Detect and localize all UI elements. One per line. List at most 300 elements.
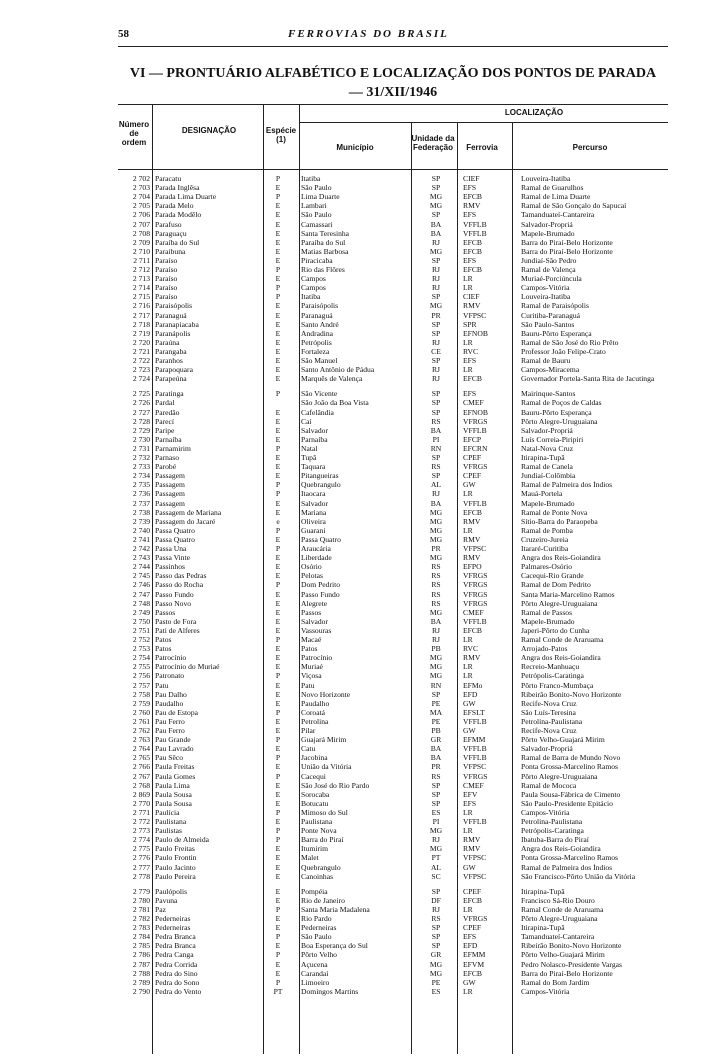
row-number: 2 732 — [132, 454, 150, 462]
table-row — [118, 293, 668, 302]
row-municipality: Alegrete — [301, 599, 328, 608]
row-designation: Passa Vinte — [155, 554, 191, 563]
row-municipality: Novo Horizonte — [301, 690, 351, 699]
row-railway: LR — [463, 663, 473, 672]
row-number: 2 713 — [132, 275, 150, 284]
row-municipality: São José do Rio Pardo — [301, 781, 370, 790]
row-species: P — [275, 266, 281, 274]
table-row — [118, 933, 668, 942]
row-route: Muriaé-Porciúncula — [521, 275, 582, 284]
row-number: 2 767 — [132, 772, 150, 781]
row-municipality: Cafelândia — [301, 408, 334, 417]
row-municipality: Sorocaba — [301, 790, 330, 799]
row-species: E — [275, 863, 281, 872]
row-municipality: Marquês de Valença — [301, 375, 363, 384]
row-number: 2 742 — [132, 545, 150, 553]
table-row — [118, 672, 668, 681]
row-state: MG — [429, 654, 443, 663]
table-row — [118, 627, 668, 636]
row-designation: Paula Gomes — [155, 772, 196, 781]
row-species: E — [275, 417, 281, 426]
row-route: Ramal Conde de Araruama — [521, 905, 604, 914]
row-species: E — [275, 338, 281, 347]
row-state: RJ — [431, 636, 441, 644]
row-route: Bauru-Pôrto Esperança — [521, 329, 592, 338]
row-designation: Pau Grande — [155, 736, 191, 745]
row-designation: Passagem — [155, 481, 185, 490]
row-route: Angra dos Reis-Goiandira — [521, 654, 601, 663]
row-state: MG — [429, 608, 443, 617]
row-state: SP — [431, 887, 441, 896]
row-route: Ramal de Paraisópolis — [521, 302, 589, 311]
row-number: 2 730 — [132, 435, 150, 444]
row-municipality: Matias Barbosa — [301, 247, 349, 256]
table-row — [118, 864, 668, 873]
row-designation: Paula Freitas — [155, 763, 195, 772]
row-railway: LR — [463, 284, 473, 293]
row-species: P — [275, 293, 281, 302]
row-state: PR — [431, 763, 441, 772]
row-railway: CIEF — [463, 175, 480, 183]
row-number: 2 718 — [132, 320, 150, 329]
row-designation: Paulícia — [155, 808, 180, 817]
row-municipality: Caí — [301, 417, 312, 426]
row-municipality: Coroatá — [301, 708, 326, 717]
row-number: 2 752 — [132, 636, 150, 644]
table-row — [118, 409, 668, 418]
row-railway: EFSLT — [463, 708, 485, 717]
row-designation: Passagem do Jacaré — [155, 517, 216, 526]
row-number: 2 869 — [132, 790, 150, 799]
table-row — [118, 518, 668, 527]
row-species: E — [275, 408, 281, 417]
row-species: E — [275, 211, 281, 220]
row-municipality: Ponte Nova — [301, 827, 337, 836]
row-designation: Paranaguá — [155, 311, 187, 320]
row-railway: VFFLB — [463, 745, 487, 754]
row-designation: Passagem de Mariana — [155, 508, 222, 517]
table-row — [118, 321, 668, 330]
row-route: Mauá-Portela — [521, 490, 563, 499]
row-designation: Patronato — [155, 672, 185, 681]
row-species: E — [275, 472, 281, 481]
row-designation: Pedra Branca — [155, 942, 196, 951]
row-municipality: Natal — [301, 444, 318, 453]
row-municipality: Limoeiro — [301, 978, 330, 987]
row-railway: EFCB — [463, 238, 482, 247]
row-railway: VFFLB — [463, 818, 487, 826]
table-row — [118, 782, 668, 791]
row-municipality: Viçosa — [301, 672, 322, 681]
row-species: E — [275, 256, 281, 265]
table-row — [118, 500, 668, 509]
row-designation: Passo Fundo — [155, 590, 194, 599]
row-route: Natal-Nova Cruz — [521, 444, 574, 453]
table-row — [118, 645, 668, 654]
row-designation: Pau de Estopa — [155, 708, 199, 717]
row-species: P — [275, 836, 281, 845]
row-number: 2 721 — [132, 347, 150, 356]
row-designation: Pedra Corrida — [155, 960, 198, 969]
row-number: 2 740 — [132, 526, 150, 535]
table-row — [118, 888, 668, 897]
row-number: 2 712 — [132, 266, 150, 274]
table-row — [118, 691, 668, 700]
row-number: 2 708 — [132, 229, 150, 238]
row-municipality: Guarani — [301, 526, 326, 535]
row-number: 2 771 — [132, 808, 150, 817]
row-number: 2 745 — [132, 572, 150, 581]
row-municipality: Pôrto Velho — [301, 951, 337, 960]
row-state: RS — [431, 915, 441, 923]
row-designation: Passa Quatro — [155, 535, 195, 544]
row-railway: EFCB — [463, 193, 482, 202]
col-municipio: Município — [336, 143, 374, 152]
row-designation: Paulo Pereira — [155, 872, 196, 881]
row-species: E — [275, 229, 281, 238]
row-species: E — [275, 454, 281, 462]
row-number: 2 746 — [132, 581, 150, 590]
row-railway: EFS — [463, 211, 477, 220]
row-species: E — [275, 781, 281, 790]
row-state: SC — [431, 872, 441, 881]
row-designation: Paudalho — [155, 699, 184, 708]
row-municipality: Itumirim — [301, 845, 328, 854]
row-species: E — [275, 924, 281, 933]
row-municipality: Botucatu — [301, 799, 329, 808]
table-row — [118, 618, 668, 627]
row-railway: EFMM — [463, 736, 486, 745]
table-row — [118, 906, 668, 915]
table-row — [118, 348, 668, 357]
row-state: SP — [431, 942, 441, 951]
row-designation: Paulópolis — [155, 887, 188, 896]
row-number: 2 776 — [132, 854, 150, 863]
row-number: 2 723 — [132, 366, 150, 375]
row-designation: Paripe — [155, 426, 175, 435]
row-number: 2 786 — [132, 951, 150, 960]
row-state: MG — [429, 193, 443, 202]
row-route: Ramal de Guarulhos — [521, 184, 584, 193]
row-number: 2 747 — [132, 590, 150, 599]
row-number: 2 790 — [132, 987, 150, 996]
row-route: Bauru-Pôrto Esperança — [521, 408, 592, 417]
row-designation: Paulo Freitas — [155, 845, 195, 854]
row-number: 2 773 — [132, 827, 150, 836]
row-designation: Patrocínio — [155, 654, 187, 663]
row-municipality: Lima Duarte — [301, 193, 340, 202]
row-designation: Parobé — [155, 463, 177, 472]
row-state: SP — [431, 390, 441, 399]
row-railway: EFS — [463, 799, 477, 808]
row-municipality: Patos — [301, 645, 318, 654]
row-designation: Parecí — [155, 417, 174, 426]
row-species: E — [275, 463, 281, 472]
row-municipality: Muriaé — [301, 663, 323, 672]
row-number: 2 757 — [132, 681, 150, 690]
row-municipality: Mimoso do Sul — [301, 808, 348, 817]
row-number: 2 758 — [132, 690, 150, 699]
row-route: Ribeirão Bonito-Novo Horizonte — [521, 690, 622, 699]
row-route: Mapele-Brumado — [521, 499, 575, 508]
table-row — [118, 873, 668, 882]
row-designation: Passa Una — [155, 545, 187, 553]
row-designation: Passinhos — [155, 563, 185, 572]
row-species: P — [275, 905, 281, 914]
row-designation: Paula Sousa — [155, 799, 192, 808]
row-number: 2 750 — [132, 617, 150, 626]
row-route: São Luís-Teresina — [521, 708, 576, 717]
row-number: 2 775 — [132, 845, 150, 854]
row-municipality: Santo Antônio de Pádua — [301, 366, 375, 375]
row-municipality: Passos — [301, 608, 322, 617]
row-state: SP — [431, 357, 441, 365]
row-species: P — [275, 581, 281, 590]
row-number: 2 738 — [132, 508, 150, 517]
row-route: Ramal Conde de Araruama — [521, 636, 604, 644]
row-species: P — [275, 444, 281, 453]
row-species: E — [275, 969, 281, 978]
row-number: 2 763 — [132, 736, 150, 745]
row-designation: Paula Sousa — [155, 790, 192, 799]
row-designation: Paraíso — [155, 256, 178, 265]
row-route: Ramal de Poços de Caldas — [521, 399, 602, 408]
row-railway: VFPSC — [463, 854, 487, 863]
row-species: E — [275, 202, 281, 211]
row-municipality: Santa Teresinha — [301, 229, 350, 238]
row-route: São Paulo-Presidente Epitácio — [521, 799, 613, 808]
row-railway: RMV — [463, 302, 481, 311]
row-state: RJ — [431, 238, 441, 247]
table-row — [118, 988, 668, 997]
row-number: 2 756 — [132, 672, 150, 681]
row-municipality: São Paulo — [301, 184, 332, 193]
row-designation: Paraíba do Sul — [155, 238, 200, 247]
row-municipality: Lambari — [301, 202, 327, 211]
row-route: Ramal de Palmeira dos Índios — [521, 863, 613, 872]
row-route: Cruzeiro-Jureia — [521, 535, 569, 544]
row-municipality: Passo Fundo — [301, 590, 340, 599]
row-species: E — [275, 626, 281, 635]
row-municipality: Pelotas — [301, 572, 323, 581]
row-designation: Passo do Rocha — [155, 581, 204, 590]
row-route: Angra dos Reis-Goiandira — [521, 845, 601, 854]
row-state: RJ — [431, 366, 441, 375]
row-species: E — [275, 275, 281, 284]
row-route: Petrópolis-Caratinga — [521, 827, 584, 836]
row-municipality: Oliveira — [301, 517, 326, 526]
row-species: P — [275, 390, 281, 399]
row-route: Pôrto Alegre-Uruguaiana — [521, 915, 598, 923]
row-species: P — [275, 284, 281, 293]
row-number: 2 785 — [132, 942, 150, 951]
table-row — [118, 736, 668, 745]
row-number: 2 772 — [132, 818, 150, 826]
table-row — [118, 581, 668, 590]
row-species: E — [275, 845, 281, 854]
row-state: RJ — [431, 626, 441, 635]
row-number: 2 724 — [132, 375, 150, 384]
row-railway: VFRGS — [463, 915, 488, 923]
running-header — [118, 28, 668, 42]
row-state: SP — [431, 408, 441, 417]
row-number: 2 711 — [133, 256, 150, 265]
row-municipality: Fortaleza — [301, 347, 330, 356]
row-route: Ramal de Dom Pedrito — [521, 581, 591, 590]
row-state: DF — [431, 896, 441, 905]
table-row — [118, 202, 668, 211]
row-municipality: Parnaíba — [301, 435, 328, 444]
row-route: Itirapina-Tupã — [521, 454, 565, 462]
row-route: Itararé-Curitiba — [521, 545, 569, 553]
row-number: 2 722 — [132, 357, 150, 365]
table-row — [118, 845, 668, 854]
row-municipality: Salvador — [301, 499, 328, 508]
row-state: PB — [431, 645, 441, 654]
col-percurso: Percurso — [572, 143, 608, 152]
row-species: P — [275, 754, 281, 763]
row-route: Professor João Felipe-Crato — [521, 347, 606, 356]
page-number: 58 — [118, 28, 129, 40]
row-species: E — [275, 887, 281, 896]
row-designation: Pau Dalho — [155, 690, 187, 699]
row-number: 2 735 — [132, 481, 150, 490]
row-species: E — [275, 663, 281, 672]
row-route: Ramal de Bauru — [521, 357, 571, 365]
row-designation: Paulo de Almeida — [155, 836, 209, 845]
row-state: MG — [429, 969, 443, 978]
running-title: FERROVIAS DO BRASIL — [288, 28, 449, 40]
row-railway: VFRGS — [463, 572, 488, 581]
table-row — [118, 709, 668, 718]
row-state: MG — [429, 960, 443, 969]
row-route: Curitiba-Paranaguá — [521, 311, 581, 320]
table-row — [118, 979, 668, 988]
row-railway: EFV — [463, 790, 478, 799]
table-row — [118, 284, 668, 293]
row-municipality: Guajará Mirim — [301, 736, 347, 745]
row-state: RJ — [431, 490, 441, 499]
table-row — [118, 727, 668, 736]
table-row — [118, 266, 668, 275]
table-row — [118, 509, 668, 518]
row-route: Ibatuba-Barra do Piraí — [521, 836, 589, 845]
row-municipality: São Paulo — [301, 211, 332, 220]
row-municipality: Salvador — [301, 426, 328, 435]
row-designation: Pavuna — [155, 896, 178, 905]
row-species: P — [275, 526, 281, 535]
row-species: P — [275, 481, 281, 490]
row-municipality: Paranaguá — [301, 311, 333, 320]
row-number: 2 734 — [132, 472, 150, 481]
row-railway: RVC — [463, 645, 479, 654]
row-number: 2 729 — [132, 426, 150, 435]
row-number: 2 748 — [132, 599, 150, 608]
row-municipality: Itatiba — [301, 293, 321, 302]
row-designation: Paulistana — [155, 818, 187, 826]
table-row — [118, 636, 668, 645]
row-species: E — [275, 617, 281, 626]
row-railway: EFCB — [463, 247, 482, 256]
row-municipality: Andradina — [301, 329, 334, 338]
row-railway: EFS — [463, 357, 477, 365]
row-railway: LR — [463, 490, 473, 499]
row-designation: Parapoquara — [155, 366, 193, 375]
row-number: 2 741 — [132, 535, 150, 544]
table-row — [118, 375, 668, 384]
row-railway: GW — [463, 863, 476, 872]
row-species: E — [275, 357, 281, 365]
row-railway: VFPSC — [463, 545, 487, 553]
row-designation: Paredão — [155, 408, 180, 417]
row-route: Ramal de Ponte Nova — [521, 508, 588, 517]
row-designation: Paraíso — [155, 266, 178, 274]
row-number: 2 707 — [132, 220, 150, 229]
row-route: Pôrto Alegre-Uruguaiana — [521, 772, 598, 781]
row-number: 2 778 — [132, 872, 150, 881]
table-row — [118, 184, 668, 193]
row-number: 2 777 — [132, 863, 150, 872]
row-railway: EFCB — [463, 508, 482, 517]
table-row — [118, 763, 668, 772]
row-route: Itirapina-Tupã — [521, 887, 565, 896]
row-species: E — [275, 426, 281, 435]
row-route: Louveira-Itatiba — [521, 175, 571, 183]
row-species: E — [275, 799, 281, 808]
row-designation: Parnamirim — [155, 444, 191, 453]
row-species: E — [275, 347, 281, 356]
row-railway: VFFLB — [463, 717, 487, 726]
table-row — [118, 591, 668, 600]
row-route: Salvador-Propriá — [521, 220, 573, 229]
row-railway: VFFLB — [463, 220, 487, 229]
row-railway: CMEF — [463, 608, 484, 617]
row-municipality: Açucena — [301, 960, 328, 969]
table-row — [118, 545, 668, 554]
row-designation: Parada Melo — [155, 202, 194, 211]
row-state: RJ — [431, 375, 441, 384]
table-row — [118, 366, 668, 375]
row-route: Pedro Nolasco-Presidente Vargas — [521, 960, 622, 969]
row-number: 2 705 — [132, 202, 150, 211]
row-state: MG — [429, 202, 443, 211]
row-municipality: Malet — [301, 854, 319, 863]
row-railway: EFS — [463, 256, 477, 265]
row-designation: Passos — [155, 608, 176, 617]
row-municipality: Macaé — [301, 636, 322, 644]
row-designation: Paraibuna — [155, 247, 186, 256]
row-number: 2 725 — [132, 390, 150, 399]
row-municipality: Pilar — [301, 727, 316, 735]
row-route: Pôrto Alegre-Uruguaiana — [521, 599, 598, 608]
row-state: SP — [431, 799, 441, 808]
row-railway: EFCP — [463, 435, 482, 444]
row-number: 2 774 — [132, 836, 150, 845]
row-railway: LR — [463, 526, 473, 535]
row-number: 2 702 — [132, 175, 150, 183]
row-species: E — [275, 854, 281, 863]
row-species: E — [275, 554, 281, 563]
row-municipality: Paulistana — [301, 818, 333, 826]
row-species: E — [275, 763, 281, 772]
row-species: P — [275, 772, 281, 781]
row-state: BA — [430, 754, 442, 763]
row-state: AL — [430, 863, 442, 872]
row-state: BA — [430, 617, 442, 626]
row-railway: EFNOB — [463, 408, 488, 417]
row-railway: LR — [463, 366, 473, 375]
row-species: e — [276, 517, 280, 526]
